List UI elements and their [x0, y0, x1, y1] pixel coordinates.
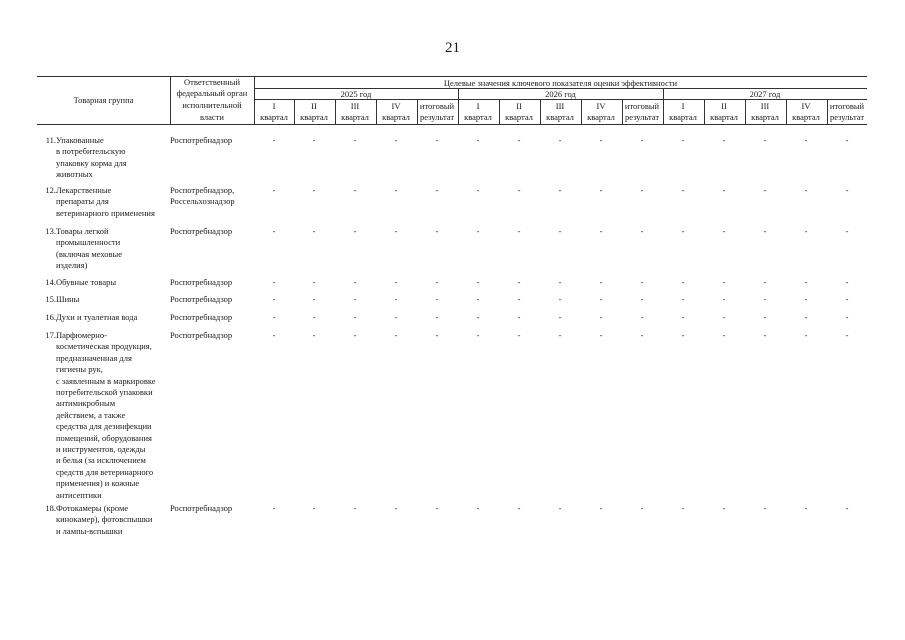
row-value: - — [435, 185, 439, 195]
row-value: - — [558, 312, 562, 322]
row-value: - — [804, 277, 808, 287]
quarter-header-bottom: квартал — [669, 112, 697, 122]
row-value: - — [722, 185, 726, 195]
row-value: - — [599, 503, 603, 513]
row-value: - — [476, 185, 480, 195]
page-number: 21 — [445, 40, 460, 56]
year-quarter-rule — [254, 99, 867, 100]
row-value: - — [640, 226, 644, 236]
row-value: - — [722, 312, 726, 322]
row-number: 12. — [45, 185, 56, 195]
quarter-divider — [704, 99, 705, 124]
row-value: - — [763, 135, 767, 145]
row-value: - — [353, 135, 357, 145]
row-value: - — [599, 330, 603, 340]
quarter-header-bottom: квартал — [464, 112, 492, 122]
row-value: - — [353, 226, 357, 236]
row-agency: Роспотребнадзор — [170, 277, 233, 287]
row-product-group: Фотокамеры (кроме кинокамер), фотовспышки и лампы-вспышки — [56, 503, 153, 536]
row-value: - — [312, 503, 316, 513]
row-number: 17. — [45, 330, 56, 340]
row-agency: Роспотребнадзор — [170, 135, 233, 145]
quarter-header-top: I — [272, 101, 276, 111]
row-value: - — [845, 135, 849, 145]
row-value: - — [312, 226, 316, 236]
row-value: - — [722, 135, 726, 145]
quarter-header-bottom: результат — [829, 112, 865, 122]
row-value: - — [681, 135, 685, 145]
row-value: - — [517, 503, 521, 513]
row-value: - — [599, 294, 603, 304]
quarter-divider — [786, 99, 787, 124]
quarter-divider — [294, 99, 295, 124]
column-header-agency-line: исполнительной — [182, 100, 242, 110]
row-value: - — [517, 330, 521, 340]
row-value: - — [763, 185, 767, 195]
row-value: - — [558, 226, 562, 236]
row-value: - — [517, 312, 521, 322]
row-product-group: Обувные товары — [56, 277, 117, 287]
row-value: - — [640, 312, 644, 322]
row-number: 16. — [45, 312, 56, 322]
row-agency: Роспотребнадзор — [170, 330, 233, 340]
row-product-group: Лекарственные препараты для ветеринарного применения — [56, 185, 155, 218]
quarter-divider — [745, 99, 746, 124]
row-value: - — [394, 503, 398, 513]
row-value: - — [476, 503, 480, 513]
row-value: - — [804, 135, 808, 145]
row-product-group: Духи и туалетная вода — [56, 312, 138, 322]
row-value: - — [394, 277, 398, 287]
row-value: - — [640, 330, 644, 340]
row-value: - — [722, 294, 726, 304]
row-value: - — [312, 330, 316, 340]
row-value: - — [845, 294, 849, 304]
row-value: - — [804, 330, 808, 340]
quarter-header-top: III — [350, 101, 360, 111]
row-value: - — [312, 294, 316, 304]
quarter-header-top: III — [760, 101, 770, 111]
row-value: - — [681, 503, 685, 513]
row-value: - — [558, 294, 562, 304]
row-value: - — [272, 330, 276, 340]
row-number: 11. — [45, 135, 56, 145]
row-value: - — [804, 503, 808, 513]
quarter-header-top: итоговый — [829, 101, 865, 111]
row-value: - — [272, 312, 276, 322]
quarter-divider — [827, 99, 828, 124]
row-agency: Роспотребнадзор — [170, 294, 233, 304]
row-value: - — [517, 185, 521, 195]
quarter-header-top: итоговый — [419, 101, 455, 111]
row-product-group: Шины — [56, 294, 80, 304]
row-value: - — [558, 503, 562, 513]
quarter-header-bottom: квартал — [546, 112, 574, 122]
quarter-header-bottom: квартал — [300, 112, 328, 122]
row-value: - — [640, 135, 644, 145]
row-agency: Роспотребнадзор — [170, 312, 233, 322]
row-value: - — [435, 226, 439, 236]
row-agency: Роспотребнадзор — [170, 503, 233, 513]
row-value: - — [476, 226, 480, 236]
row-value: - — [312, 312, 316, 322]
row-value: - — [476, 330, 480, 340]
row-value: - — [763, 503, 767, 513]
row-value: - — [272, 294, 276, 304]
quarter-divider — [581, 99, 582, 124]
quarter-header-top: II — [516, 101, 522, 111]
quarter-header-bottom: квартал — [382, 112, 410, 122]
row-product-group: Упакованные в потребительскую упаковку корма для животных — [56, 135, 127, 180]
row-value: - — [558, 135, 562, 145]
row-value: - — [517, 226, 521, 236]
row-value: - — [640, 503, 644, 513]
row-number: 13. — [45, 226, 56, 236]
row-value: - — [681, 185, 685, 195]
row-value: - — [312, 135, 316, 145]
column-header-agency-line: Ответственный — [184, 77, 240, 87]
row-value: - — [640, 277, 644, 287]
year-2027: 2027 год — [749, 89, 781, 99]
row-value: - — [435, 294, 439, 304]
row-value: - — [558, 330, 562, 340]
row-value: - — [353, 277, 357, 287]
quarter-divider — [335, 99, 336, 124]
row-value: - — [599, 226, 603, 236]
row-value: - — [763, 277, 767, 287]
year-2026: 2026 год — [545, 89, 576, 99]
row-value: - — [845, 330, 849, 340]
row-value: - — [435, 312, 439, 322]
row-value: - — [681, 294, 685, 304]
row-value: - — [845, 312, 849, 322]
row-value: - — [394, 226, 398, 236]
quarter-header-top: I — [476, 101, 480, 111]
row-value: - — [681, 330, 685, 340]
row-agency: Роспотребнадзор — [170, 226, 233, 236]
quarter-header-bottom: квартал — [505, 112, 533, 122]
header-bottom-rule — [37, 124, 867, 125]
row-value: - — [435, 503, 439, 513]
row-value: - — [763, 330, 767, 340]
quarter-header-bottom: квартал — [260, 112, 288, 122]
quarter-divider — [499, 99, 500, 124]
quarter-header-top: III — [555, 101, 565, 111]
row-value: - — [476, 294, 480, 304]
row-value: - — [845, 226, 849, 236]
quarter-header-bottom: результат — [624, 112, 660, 122]
row-value: - — [272, 226, 276, 236]
quarter-header-top: IV — [596, 101, 606, 111]
row-number: 15. — [45, 294, 56, 304]
row-value: - — [394, 294, 398, 304]
row-value: - — [804, 312, 808, 322]
quarter-divider — [417, 99, 418, 124]
row-value: - — [681, 312, 685, 322]
row-value: - — [353, 185, 357, 195]
quarter-header-top: II — [311, 101, 317, 111]
row-value: - — [312, 277, 316, 287]
row-value: - — [272, 135, 276, 145]
row-value: - — [722, 226, 726, 236]
row-value: - — [845, 185, 849, 195]
row-value: - — [845, 277, 849, 287]
row-value: - — [763, 226, 767, 236]
row-value: - — [394, 330, 398, 340]
row-value: - — [435, 330, 439, 340]
column-header-agency-line: федеральный орган — [176, 88, 248, 98]
row-value: - — [394, 185, 398, 195]
row-agency: Роспотребнадзор, Россельхознадзор — [170, 185, 235, 207]
quarter-header-top: итоговый — [624, 101, 660, 111]
quarter-header-bottom: квартал — [341, 112, 369, 122]
row-value: - — [394, 312, 398, 322]
row-value: - — [353, 312, 357, 322]
row-product-group: Парфюмерно- косметическая продукция, предназначенная для гигиены рук, с заявленным в маркировке потребительской упаковки антимикробным действием, а также средства для дезинфекции помещений, оборудования и инструментов, одежды и белья (за исключением средств для ветеринарного применения) и кожные антисептики — [56, 330, 156, 500]
row-value: - — [353, 503, 357, 513]
column-header-targets: Целевые значения ключевого показателя оценки эффективности — [443, 78, 678, 88]
row-value: - — [599, 135, 603, 145]
row-value: - — [517, 294, 521, 304]
row-number: 14. — [45, 277, 56, 287]
quarter-header-top: IV — [391, 101, 401, 111]
row-value: - — [517, 135, 521, 145]
row-value: - — [845, 503, 849, 513]
row-value: - — [353, 294, 357, 304]
quarter-header-bottom: результат — [419, 112, 455, 122]
row-value: - — [804, 185, 808, 195]
row-value: - — [681, 277, 685, 287]
row-value: - — [722, 330, 726, 340]
column-header-agency-line: власти — [200, 112, 224, 122]
row-value: - — [394, 135, 398, 145]
row-value: - — [599, 185, 603, 195]
row-value: - — [599, 277, 603, 287]
quarter-header-bottom: квартал — [587, 112, 615, 122]
quarter-divider — [622, 99, 623, 124]
row-value: - — [599, 312, 603, 322]
quarter-divider — [540, 99, 541, 124]
column-header-group: Товарная группа — [73, 95, 134, 105]
row-value: - — [272, 503, 276, 513]
row-value: - — [435, 135, 439, 145]
quarter-header-top: IV — [801, 101, 811, 111]
row-value: - — [312, 185, 316, 195]
row-value: - — [640, 185, 644, 195]
row-value: - — [722, 503, 726, 513]
row-value: - — [476, 312, 480, 322]
row-value: - — [517, 277, 521, 287]
row-value: - — [435, 277, 439, 287]
row-product-group: Товары легкой промышленности (включая меховые изделия) — [56, 226, 123, 271]
row-value: - — [681, 226, 685, 236]
row-value: - — [353, 330, 357, 340]
row-value: - — [763, 312, 767, 322]
quarter-header-bottom: квартал — [792, 112, 820, 122]
quarter-divider — [376, 99, 377, 124]
quarter-header-bottom: квартал — [710, 112, 738, 122]
row-value: - — [558, 277, 562, 287]
year-2025: 2025 год — [340, 89, 372, 99]
row-value: - — [804, 226, 808, 236]
row-value: - — [476, 277, 480, 287]
row-value: - — [272, 277, 276, 287]
row-value: - — [804, 294, 808, 304]
row-value: - — [558, 185, 562, 195]
quarter-header-top: II — [721, 101, 727, 111]
row-value: - — [722, 277, 726, 287]
header-top-rule — [37, 76, 867, 77]
quarter-header-top: I — [681, 101, 685, 111]
quarter-header-bottom: квартал — [751, 112, 779, 122]
row-value: - — [476, 135, 480, 145]
row-number: 18. — [45, 503, 56, 513]
row-value: - — [763, 294, 767, 304]
row-value: - — [640, 294, 644, 304]
row-value: - — [272, 185, 276, 195]
